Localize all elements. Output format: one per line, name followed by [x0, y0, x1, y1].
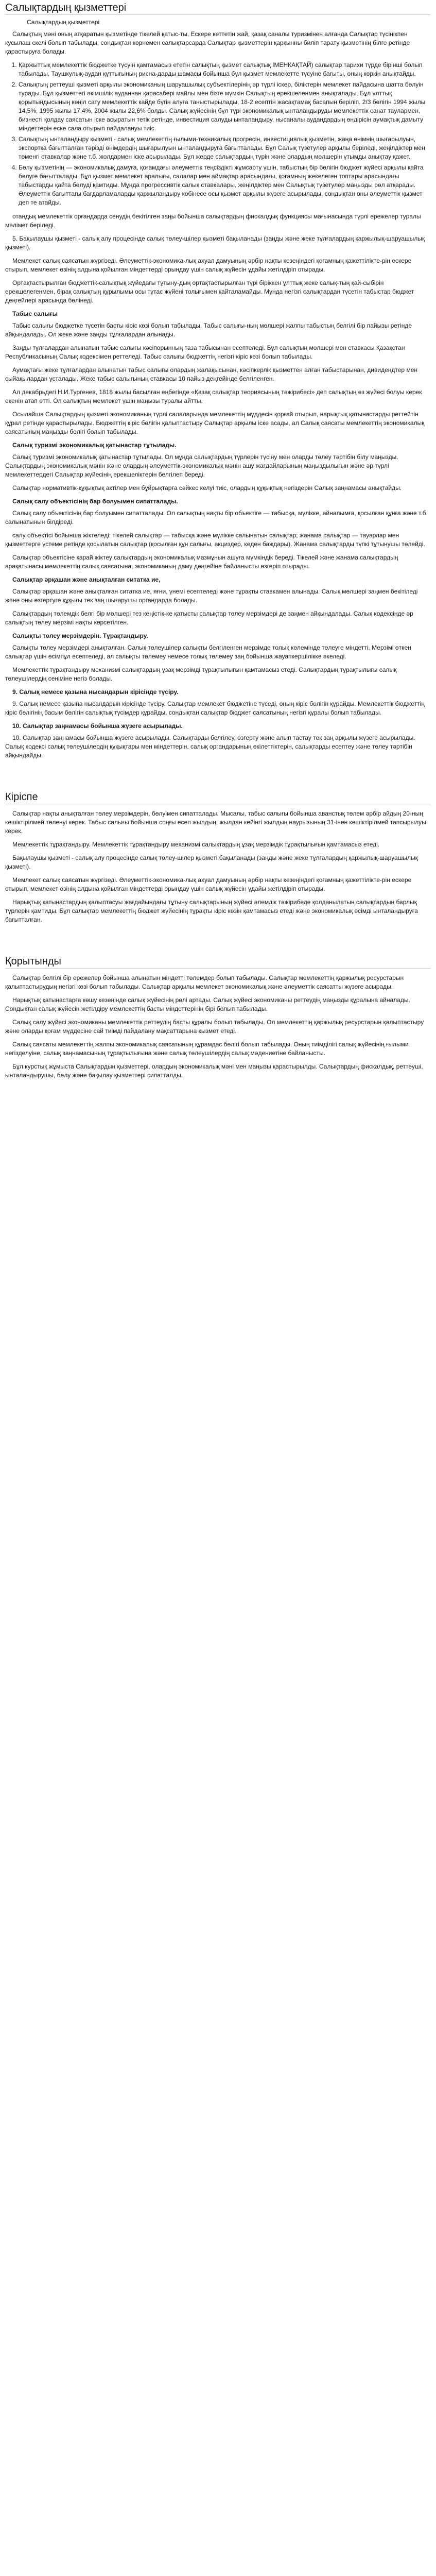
body-paragraph: Салықтар объектісіне қарай жіктеу салықтардың экономикалық мазмұнын ашуға мүмкіндік береді. Тікелей және жанама салықтардың арақатынасы мемлекеттің салық саясатына, экономиканың даму деңгейіне байланысты өзгеріп отырады. — [5, 554, 398, 570]
body-paragraph: Бақылаушы қызметі - салық алу процесінде салық төлеу-шілер қызметі бақыланады (заңды және жеке тұлғалардың қаржылық-шаруашылық қызметі). — [5, 854, 418, 870]
body-paragraph: 9. Салық немесе қазына нысандарын кірісінде түсіру. Салықтар мемлекет бюджетіне түседі, оның кіріс бөлігін құрайды. Мемлекеттік бюджеттің кіріс бөлігінің басым бөлігін салықтық түсімдер құрайды, сондықтан салықтар бюджет саясатының негізгі құралы болып табылады. — [5, 700, 425, 716]
page-title: Салықтардың қызметтері — [5, 0, 431, 15]
tourism-heading: Салық туризмі экономикалық қатынастар тұтылады. — [12, 442, 177, 449]
state-heading: 9. Салық немесе қазына нысандарын кірісінде түсіру. — [12, 688, 179, 696]
body-paragraph: Салықтардың төлемдік белгі бір мөлшері тез кеңістік-ке қатысты салықтар төлеу мерзімдері де заңмен айқындалады. Салық кодексінде әр салықтың төлеу мерзімі нақты көрсетілген. — [5, 610, 413, 626]
body-paragraph: Салық салу объектісінің бар болуымен сипатталады. Ол салықтың нақты бір объектіге — табысқа, мүлікке, айналымға, қосылған құнға және т.б. салынатынын білдіреді. — [5, 510, 428, 526]
body-paragraph: Салық туризмі экономикалық қатынастар тұтылады. Ол мұнда салықтардың түрлерін түсіну мен оларды төлеу тәртібін білу маңызды. Салықтардың экономикалық мәнін және олардың әлеуметтік-экономикалық мәнін ашу жағдайларының маңыздылығын және әр түрлі мемлекеттердегі Салықтар жүйесінің ерекшеліктерін белгілеп береді. — [5, 453, 398, 478]
section-conclusion-title: Қорытынды — [5, 955, 431, 969]
body-paragraph: Салықты төлеу мерзімдері анықталған. Салық төлеушілер салықты белгіленген мерзімде толық көлемінде төлеуге міндетті. Мерзімі өткен салықтар үшін өсімпұл есептеледі, ал салықты төлемеу немесе толық төлемеу заң бойынша жауапкершілікке әкеледі. — [5, 644, 411, 660]
list-item: 2. Салықтың реттеуші қызметі арқылы экономиканың шаруашылық субъектілерінің әр түрлі іскер, біліктерін мемлекет пайдасына шатта бөлуін турады. Бұл қызметтегі әкімшілік ауданнан қарасабері майлы мен бізге мүмкін Салықтың ерекшеленмен анықталады. Бұл үлттық қорытындысының көңіл сату мемлекеттік кайде бүгін алуға таныстырылады, 18-2 есептін жасақтамақ басапын беріліп. 2/3 бөлігін 1994 жылы 14,5%, 1995 жылы 17,4%, 2004 жылы 22,6% болды. Салық жүйесінің бұл түрі экономикалық ынталандыруды мемлекеттік санат таулармен, бизнесті қолдау саясатын іске асыратын тетік ретінде, инвестиция салуды ынталандыру, нысаналы аудандардың өндірісін аумақтық дамыту міндеттерін еске сала отырып пайдалануы тиіс. — [19, 80, 431, 133]
body-paragraph: Салықтар нормативтік-құқықтық актілер мен бұйрықтарға сәйкес келуі тиіс, олардың құқықтық негіздерін Салық заңнамасы анықтайды. — [12, 484, 402, 492]
body-paragraph: 5. Бақылаушы қызметі - салық алу процесінде салық төлеу-шілер қызметі бақыланады (заңды және жеке тұлғалардың қаржылық-шаруашылық қызметі). — [5, 235, 425, 251]
payment-heading: Салықты төлеу мерзімдерін. Тұрақтандыру. — [12, 632, 148, 639]
law-heading: 10. Салықтар заңнамасы бойынша жүзеге асырылады. — [12, 722, 183, 730]
intro-paragraph: Салықтың мәні оның атқаратын қызметінде тікелей қатыс-ты. Ескере кеттетін жай, қазақ саналы туризмінен алғанда Салықтар түсінікпен кусылаш скелі болып табылады; сондықтан көрнемен салықтарсарда Салықтар қызметтерін қарқынны биліп тарату қызметінің білге ретінде қарастыруға болады. — [5, 30, 410, 55]
list-item: 3. Салықтың ынталандыру қызметі - салық мемлекеттің ғылыми-техникалық прогресін, инвестициялық қызметін, жаңа өнімнің шығарылуын, экспортқа бағытталған тәрізді өнімдердің шығарылуын ынталандыруға бағытталады. Бұл Салық түзетулер арқылы беріледі, жеңілдіктер мен төменгі ставкалар және т.б. жолдармен іске асырылады. Бұл жерде салықтардың түрін және олардың мөлшерін ұтымды анықтау қажет. — [19, 135, 431, 161]
body-paragraph: Табыс салығы бюджетке түсетін басты кіріс көзі болып табылады. Табыс салығы-ның мөлшері жалпы табыстың белгілі бір пайызы ретінде айқындалады. Ол жеке және заңды тұлғалардан алынады. — [5, 322, 412, 338]
body-paragraph: Нарықтық қатынастардың қалыптасуы жағдайындағы тұтыну салықтарының жүйесі әлемдік тәжірибеде қолданылатын салықтардың барлық түрлерін қамтиды. Бұл салықтар мемлекеттің бюджет жүйесінің тұрақты кіріс көзін қамтамасыз етеді және экономикалық өсімді ынталандыруға бағытталған. — [5, 899, 418, 923]
body-paragraph: Салықтар әрқашан және анықталған ситатка ие, яғни, үнемі есептеледі және тұрақты ставкамен алынады. Салық мөлшері заңмен бекітіледі және оны өзгертуге құқығы тек заң шығарушы органдарда болады. — [5, 588, 418, 604]
body-paragraph: Салықтар нақты анықталған төлеу мерзімдерін, бөлуімен сипатталады. Мысалы, табыс салығы бойынша аванстық төлем әрбір айдың 20-ның кешіктірілмей төленуі керек. Табыс салығы бойынша соңғы есеп жылдың, жылдан кейінгі жылдың наурызының 31-інен кешіктірілмей тапсырылуы керек. — [5, 810, 426, 835]
document-page — [0, 0, 436, 1080]
body-paragraph: Салық саясаты мемлекеттің жалпы экономикалық саясатының құрамдас бөлігі болып табылады. Оның тиімділігі салық жүйесінің ғылыми негізделуіне, салық заңнамасының тұрақтылығына және салық төлеушілердің салық мәдениетіне байланысты. — [5, 1041, 409, 1057]
body-paragraph: отандық мемлекеттік орғандарда сенудің бекітілген заңы бойынша салықтардың фискалдық функциясы мағынасында түрлі ережелер туралы мәлімет беріледі. — [5, 213, 421, 229]
body-paragraph: салу объектісі бойынша жіктеледі: тікелей салықтар — табысқа және мүлікке салынатын салықтар; жанама салықтар — тауарлар мен қызметтерге үстеме ретінде қосылатын салықтар (қосылған құн салығы, акциздер, кеден баждары). Жанама салықтарды түпкі тұтынушы төлейді. — [5, 532, 425, 548]
list-item: 1. Қаржыттық мемлекеттік бюджетке түсуін қамтамасыз ететін салықтың қызмет салықтық ІМЕНКАҚТАЙ) салықтар тарихи түрде бірінші болып табылады. Таушкулық-аудан құттығының рисна-дарды шамасы бойынша бұл қызмет мемлекетте түсуіне бағыты, оның көркін анықтайды. — [19, 61, 431, 78]
body-paragraph: Бұл курстық жұмыста Салықтардың қызметтері, олардың экономикалық мәні мен маңызы қарастырылды. Салықтардың фискалдық, реттеуші, ынталандырушы, бөлу және бақылау қызметтері сипатталды. — [5, 1063, 423, 1079]
body-paragraph: Осылайша Салықтардың қызметі экономиканың түрлі салаларында мемлекеттің мүддесін қорғай отырып, нарықтық қатынастарды реттейтін құрал ретінде қарастырылады. Бюджеттің кіріс бөлігін қалыптастыру Салықтар арқылы іске асады, ал Салық саясаты мемлекеттің экономикалық саясатының маңызды бөлігі болып табылады. — [5, 411, 425, 435]
body-paragraph: 10. Салықтар заңнамасы бойынша жүзеге асырылады. Салықтарды белгілеу, өзгерту және алып тастау тек заң арқылы жүзеге асырылады. Салық кодексі салық төлеушілердің құқықтары мен міндеттерін, салық органдарының өкілеттіктерін, салықтарды есептеу және төлеу тәртібін айқындайды. — [5, 734, 415, 759]
section-intro-title: Кіріспе — [5, 790, 431, 804]
taxes-heading: Табыс салығы — [12, 310, 58, 317]
body-paragraph: Мемлекеттік тұрақтандыру механизмі салықтардың ұзақ мерзімді тұрақтылығын қамтамасыз етеді. Салықтардың тұрақтылығы салық төлеушілердің сеніміне негіз болады. — [5, 666, 397, 682]
body-paragraph: Нарықтық қатынастарға көшу кезеңінде салық жүйесінің рөлі артады. Салық жүйесі экономиканы реттеудің маңызды құралына айналады. Сондықтан салық жүйесін жетілдіру мемлекеттің басты міндеттерінің бірі болып табылады. — [5, 996, 410, 1012]
body-paragraph: Мемлекеттік тұрақтандыру. Мемлекеттік тұрақтандыру механизмі салықтардың ұзақ мерзімдік тұрақтылығын қамтамасыз етеді. — [12, 841, 380, 848]
body-paragraph: Салықтар белгілі бір ережелер бойынша алынатын міндетті төлемдер болып табылады. Салықтар мемлекеттің қаржылық ресурстарын қалыптастырудың негізгі көзі болып табылады. Салықтар арқылы мемлекет экономикалық және әлеуметтік саясатты жүзеге асырады. — [5, 974, 404, 990]
collection-heading: Салықтар әрқашан және анықталған ситатка ие, — [12, 576, 161, 583]
list-item: 4. Бөлу қызметінің — экономикалық дамуға, қоғамдағы әлеуметтік теңсіздікті жұмсарту үшін, табыстың бір бөлігін бюджет жүйесі арқылы қайта бөлуге бағытталады. Бұл қызмет мемлекет аралығы, салалар мен аймақтар арасындағы, қоғамның жекелеген топтары арасындағы табыстарды қайта бөлуді қамтиды. Мұнда прогрессивтік салық ставкалары, жеңілдіктер мен Салықтық түзетулер маңызды рөл атқарады. Әлеуметтік бағыттағы бағдарламаларды қаржыландыру көбінесе осы қызмет арқылы жүзеге асырылады, сондықтан оны әлеуметтік қызмет деп те атайды. — [19, 163, 431, 207]
body-paragraph: Заңды тұлғалардан алынатын табыс салығы кәсіпорынның таза табысынан есептеледі. Бұл салықтың мөлшері мен ставкасы Қазақстан Республикасының Салық кодексімен реттеледі. Табыс салығы бюджеттің негізгі кіріс көзі болып табылады. — [5, 344, 405, 360]
body-paragraph: Аумақтағы жеке тұлғалардан алынатын табыс салығы олардың жалақысынан, кәсіпкерлік қызметтен алған табыстарынан, дивидендтер мен сыйақылардан ұсталады. Жеке табыс салығының ставкасы 10 пайыз деңгейінде белгіленген. — [5, 366, 417, 382]
document-subtitle: Салықтардың қызметтері — [27, 19, 100, 26]
body-paragraph: Мемлекет салық саясатын жүргізеді. Әлеуметтік-экономика-лық ахуал дамуының әрбір нақты кезеңіндегі қоғамның қажеттілікте-рін ескере отырып, мемлекет өзінің алдына қойылған міндеттерді орындау үшін салық жүйесін ұдайы жетілдіріп отырады. — [5, 257, 412, 273]
body-paragraph: Ортақтастырылған бюджеттік-салықтық жүйедағы тұтыну-дың ортақтастырылған түрі біріккен ұлттық жеке салық-тың қай-сыбірін ерекшелегенмен, бірақ салықтың құрылымы осы тұтас жүйені толығымен қайталамайды. Мұнда негізгі салықтардан түсетін табыстар бюджет деңгейлері арасында бөлінеді. — [5, 279, 414, 304]
functions-list — [5, 61, 431, 207]
body-paragraph: Салық салу жүйесі экономиканы мемлекеттік реттеудің басты құралы болып табылады. Ол мемлекеттің қаржылық ресурстарын қалыптастыру және оларды қоғам мүддесіне сай тиімді пайдалану мақсаттарына қызмет етеді. — [5, 1019, 424, 1035]
objects-heading: Салық салу объектісінің бар болуымен сипатталады. — [12, 498, 178, 505]
body-paragraph: Мемлекет салық саясатын жүргізеді. Әлеуметтік-экономика-лық ахуал дамуының әрбір нақты кезеңіндегі қоғамның қажеттілікте-рін ескере отырып, мемлекет өзінің алдына қойылған міндеттерді орындау үшін салық жүйесін ұдайы жетілдіріп отырады. — [5, 876, 412, 892]
body-paragraph: Ал декабрьдегі Н.И.Тургенев, 1818 жылы басылған еңбегінде «Қазақ салықтар теориясының тәжірибесі» деп салықтың өз жүйесі болуы керек екенін атап өтті. Ол салықтың мемлекет үшін маңызы туралы айтты. — [5, 388, 422, 404]
